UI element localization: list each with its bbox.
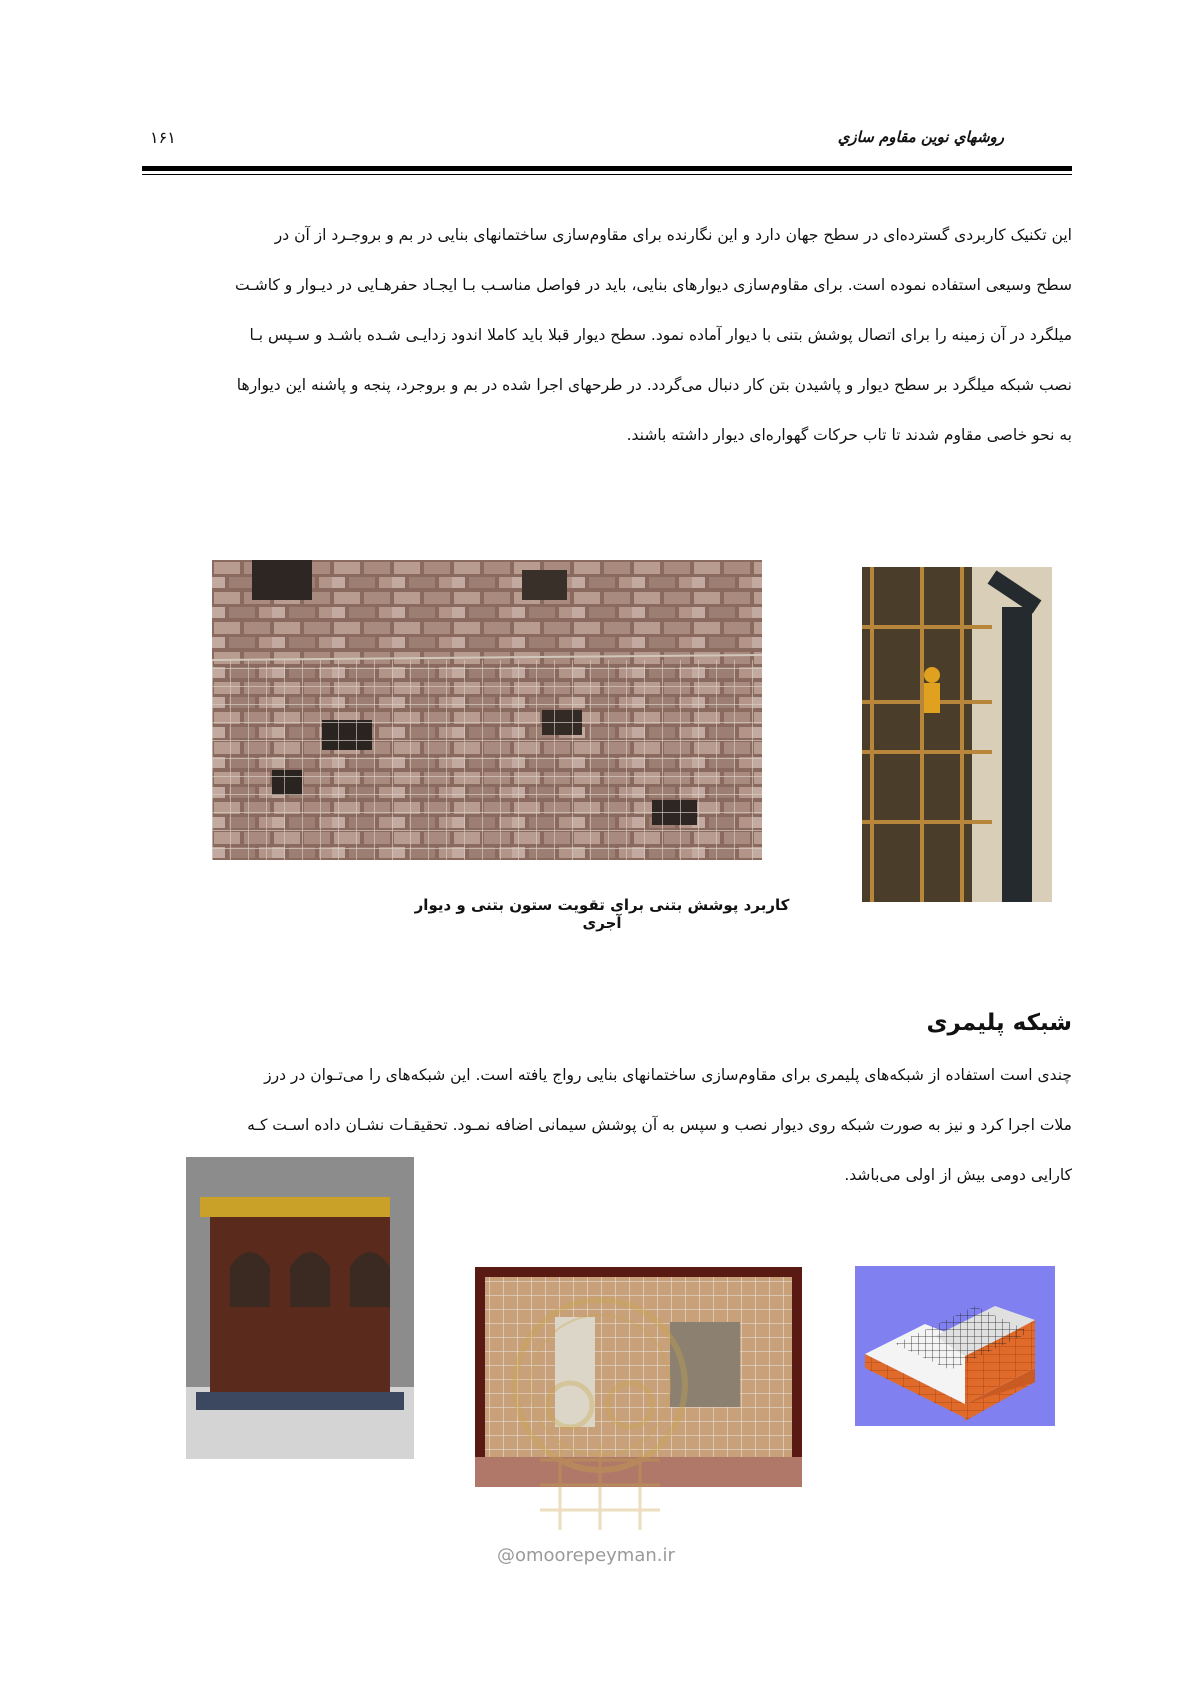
paragraph-line: این تکنیک کاربردی گسترده‌ای در سطح جهان دارد و این نگارنده برای مقاوم‌سازی ساختمانهای بنایی در بم و بروجـرد از آن در [274, 226, 1072, 244]
paragraph-line: میلگرد در آن زمینه را برای اتصال پوشش بتنی با دیوار آماده نمود. سطح دیوار قبلا باید کاملا اندود زدایـی شـده باشـد و سـپس بـا [249, 326, 1072, 344]
section-heading: شبکه پلیمری [926, 1010, 1072, 1036]
figure-caption: کاربرد پوشش بتنی برای تقویت ستون بتنی و دیوار آجری [414, 896, 790, 932]
paragraph-line: ملات اجرا کرد و نیز به صورت شبکه روی دیوار نصب و سپس به آن پوشش سیمانی اضافه نمـود. تحقیقـات نشـان داده اسـت کـه [247, 1116, 1072, 1134]
paragraph-line: چندی است استفاده از شبکه‌های پلیمری برای مقاوم‌سازی ساختمانهای بنایی رواج یافته است. این شبکه‌های را می‌تـوان در درز [264, 1066, 1072, 1084]
diagram-brick-corner-mesh [855, 1266, 1055, 1426]
photo-column-scaffolding [862, 567, 1052, 902]
paragraph-shotcrete [142, 210, 1072, 460]
photo-brick-wall-mesh [212, 560, 762, 860]
paragraph-line: به نحو خاصی مقاوم شدند تا تاب حرکات گهواره‌ای دیوار داشته باشند. [626, 426, 1072, 444]
paragraph-line: کارایی دومی بیش از اولی می‌باشد. [844, 1166, 1072, 1184]
paragraph-line: سطح وسیعی استفاده نموده است. برای مقاوم‌سازی دیوارهای بنایی، باید در فواصل مناسـب بـا ایجـاد حفرهـایی در دیـوار و کاشـت [235, 276, 1072, 294]
header-rule-thick [142, 166, 1072, 171]
paragraph-line: نصب شبکه میلگرد بر سطح دیوار و پاشیدن بتن کار دنبال می‌گردد. در طرحهای اجرا شده در بم و بروجرد، پنجه و پاشنه این دیوارها [236, 376, 1072, 394]
photo-brick-test-structure [186, 1157, 414, 1459]
page-number: ۱۶۱ [150, 128, 176, 147]
header-rule-thin [142, 174, 1072, 175]
watermark-seal [500, 1285, 700, 1545]
watermark-site: @omoorepeyman.ir [497, 1545, 675, 1566]
book-title: روشهاي نوين مقاوم سازي [837, 128, 1004, 146]
